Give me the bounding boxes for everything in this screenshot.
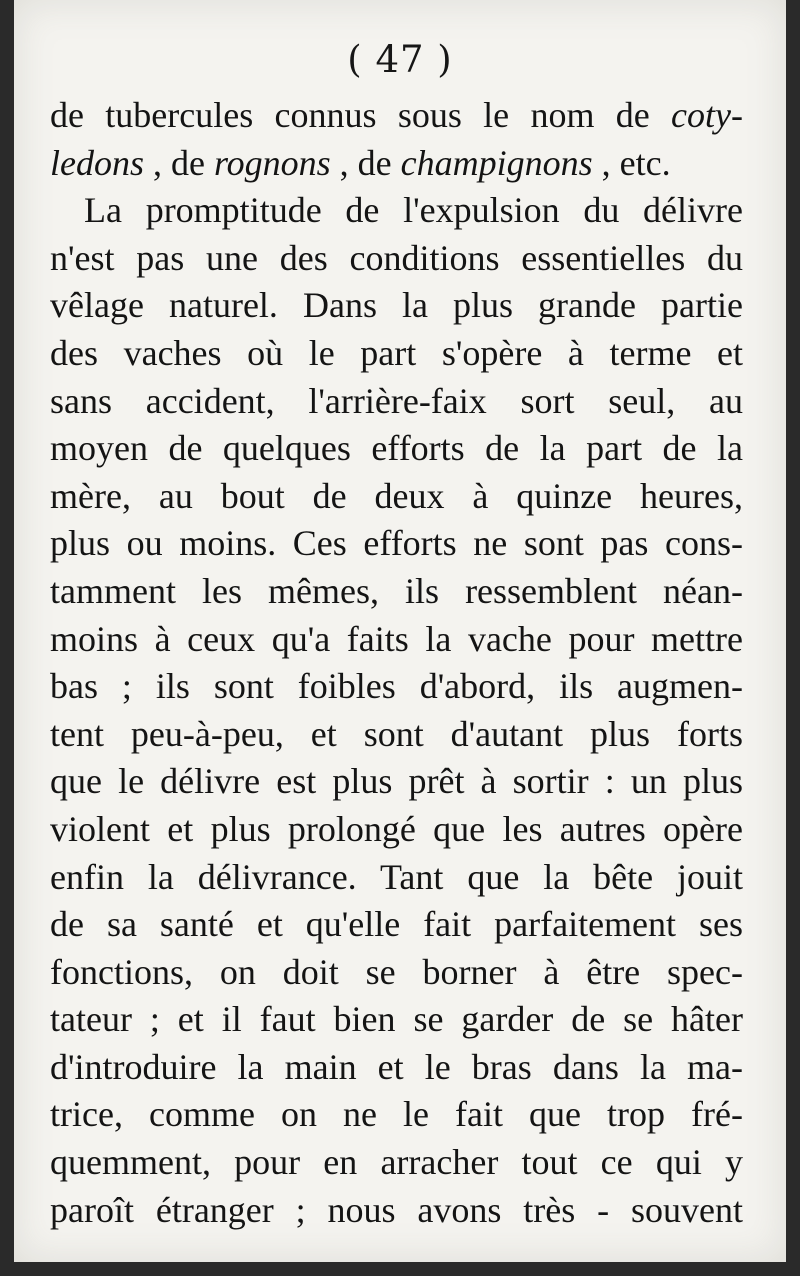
line-1-italic: coty- (671, 95, 743, 135)
italic-rognons: rognons (213, 142, 331, 183)
text-line-1 (50, 92, 743, 140)
paragraph-line: d'introduire la main et le bras dans la ma- (50, 1046, 743, 1087)
paragraph-line: vêlage naturel. Dans la plus grande partie (50, 285, 743, 326)
paragraph-line: que le délivre est plus prêt à sortir : un plus (50, 761, 743, 802)
paragraph-line: tateur ; et il faut bien se garder de se hâter (50, 999, 743, 1040)
paragraph-line: sans accident, l'arrière-faix sort seul, au (50, 380, 743, 421)
paragraph-line: moyen de quelques efforts de la part de la (50, 428, 743, 469)
paragraph-line: tent peu-à-peu, et sont d'autant plus forts (50, 713, 743, 754)
paragraph-line: bas ; ils sont foibles d'abord, ils augmen- (50, 666, 743, 707)
italic-ledons: ledons (50, 142, 144, 183)
body-text (50, 92, 743, 1234)
line-2-end: , etc. (592, 142, 671, 183)
book-page (14, 0, 786, 1262)
paragraph-line: quemment, pour en arracher tout ce qui y (50, 1142, 743, 1183)
paragraph-line: La promptitude de l'expulsion du délivre (84, 190, 743, 231)
text-line-2 (50, 140, 743, 188)
paragraph-line: fonctions, on doit se borner à être spec- (50, 951, 743, 992)
paragraph-line: violent et plus prolongé que les autres opère (50, 808, 743, 849)
paragraph-line: de sa santé et qu'elle fait parfaitement ses (50, 904, 743, 945)
paragraph-line: mère, au bout de deux à quinze heures, (50, 475, 743, 516)
paragraph-line: moins à ceux qu'a faits la vache pour mettre (50, 618, 743, 659)
paragraph-line: enfin la délivrance. Tant que la bête jouit (50, 856, 743, 897)
paragraph-line: tamment les mêmes, ils ressemblent néan- (50, 570, 743, 611)
line-1-text: de tubercules connus sous le nom de (50, 95, 672, 135)
line-2-sep-2: , de (330, 142, 401, 183)
paragraph-line: n'est pas une des conditions essentielles du (50, 237, 743, 278)
line-2-sep-1: , de (144, 142, 214, 183)
paragraph-line: paroît étranger ; nous avons très - souvent (50, 1189, 743, 1230)
page-number: ( 47 ) (347, 38, 453, 81)
paragraph-line: trice, comme on ne le fait que trop fré- (50, 1094, 743, 1135)
paragraph-line: des vaches où le part s'opère à terme et (50, 332, 743, 373)
paragraph-line: plus ou moins. Ces efforts ne sont pas cons- (50, 523, 743, 564)
italic-champignons: champignons (400, 142, 593, 183)
